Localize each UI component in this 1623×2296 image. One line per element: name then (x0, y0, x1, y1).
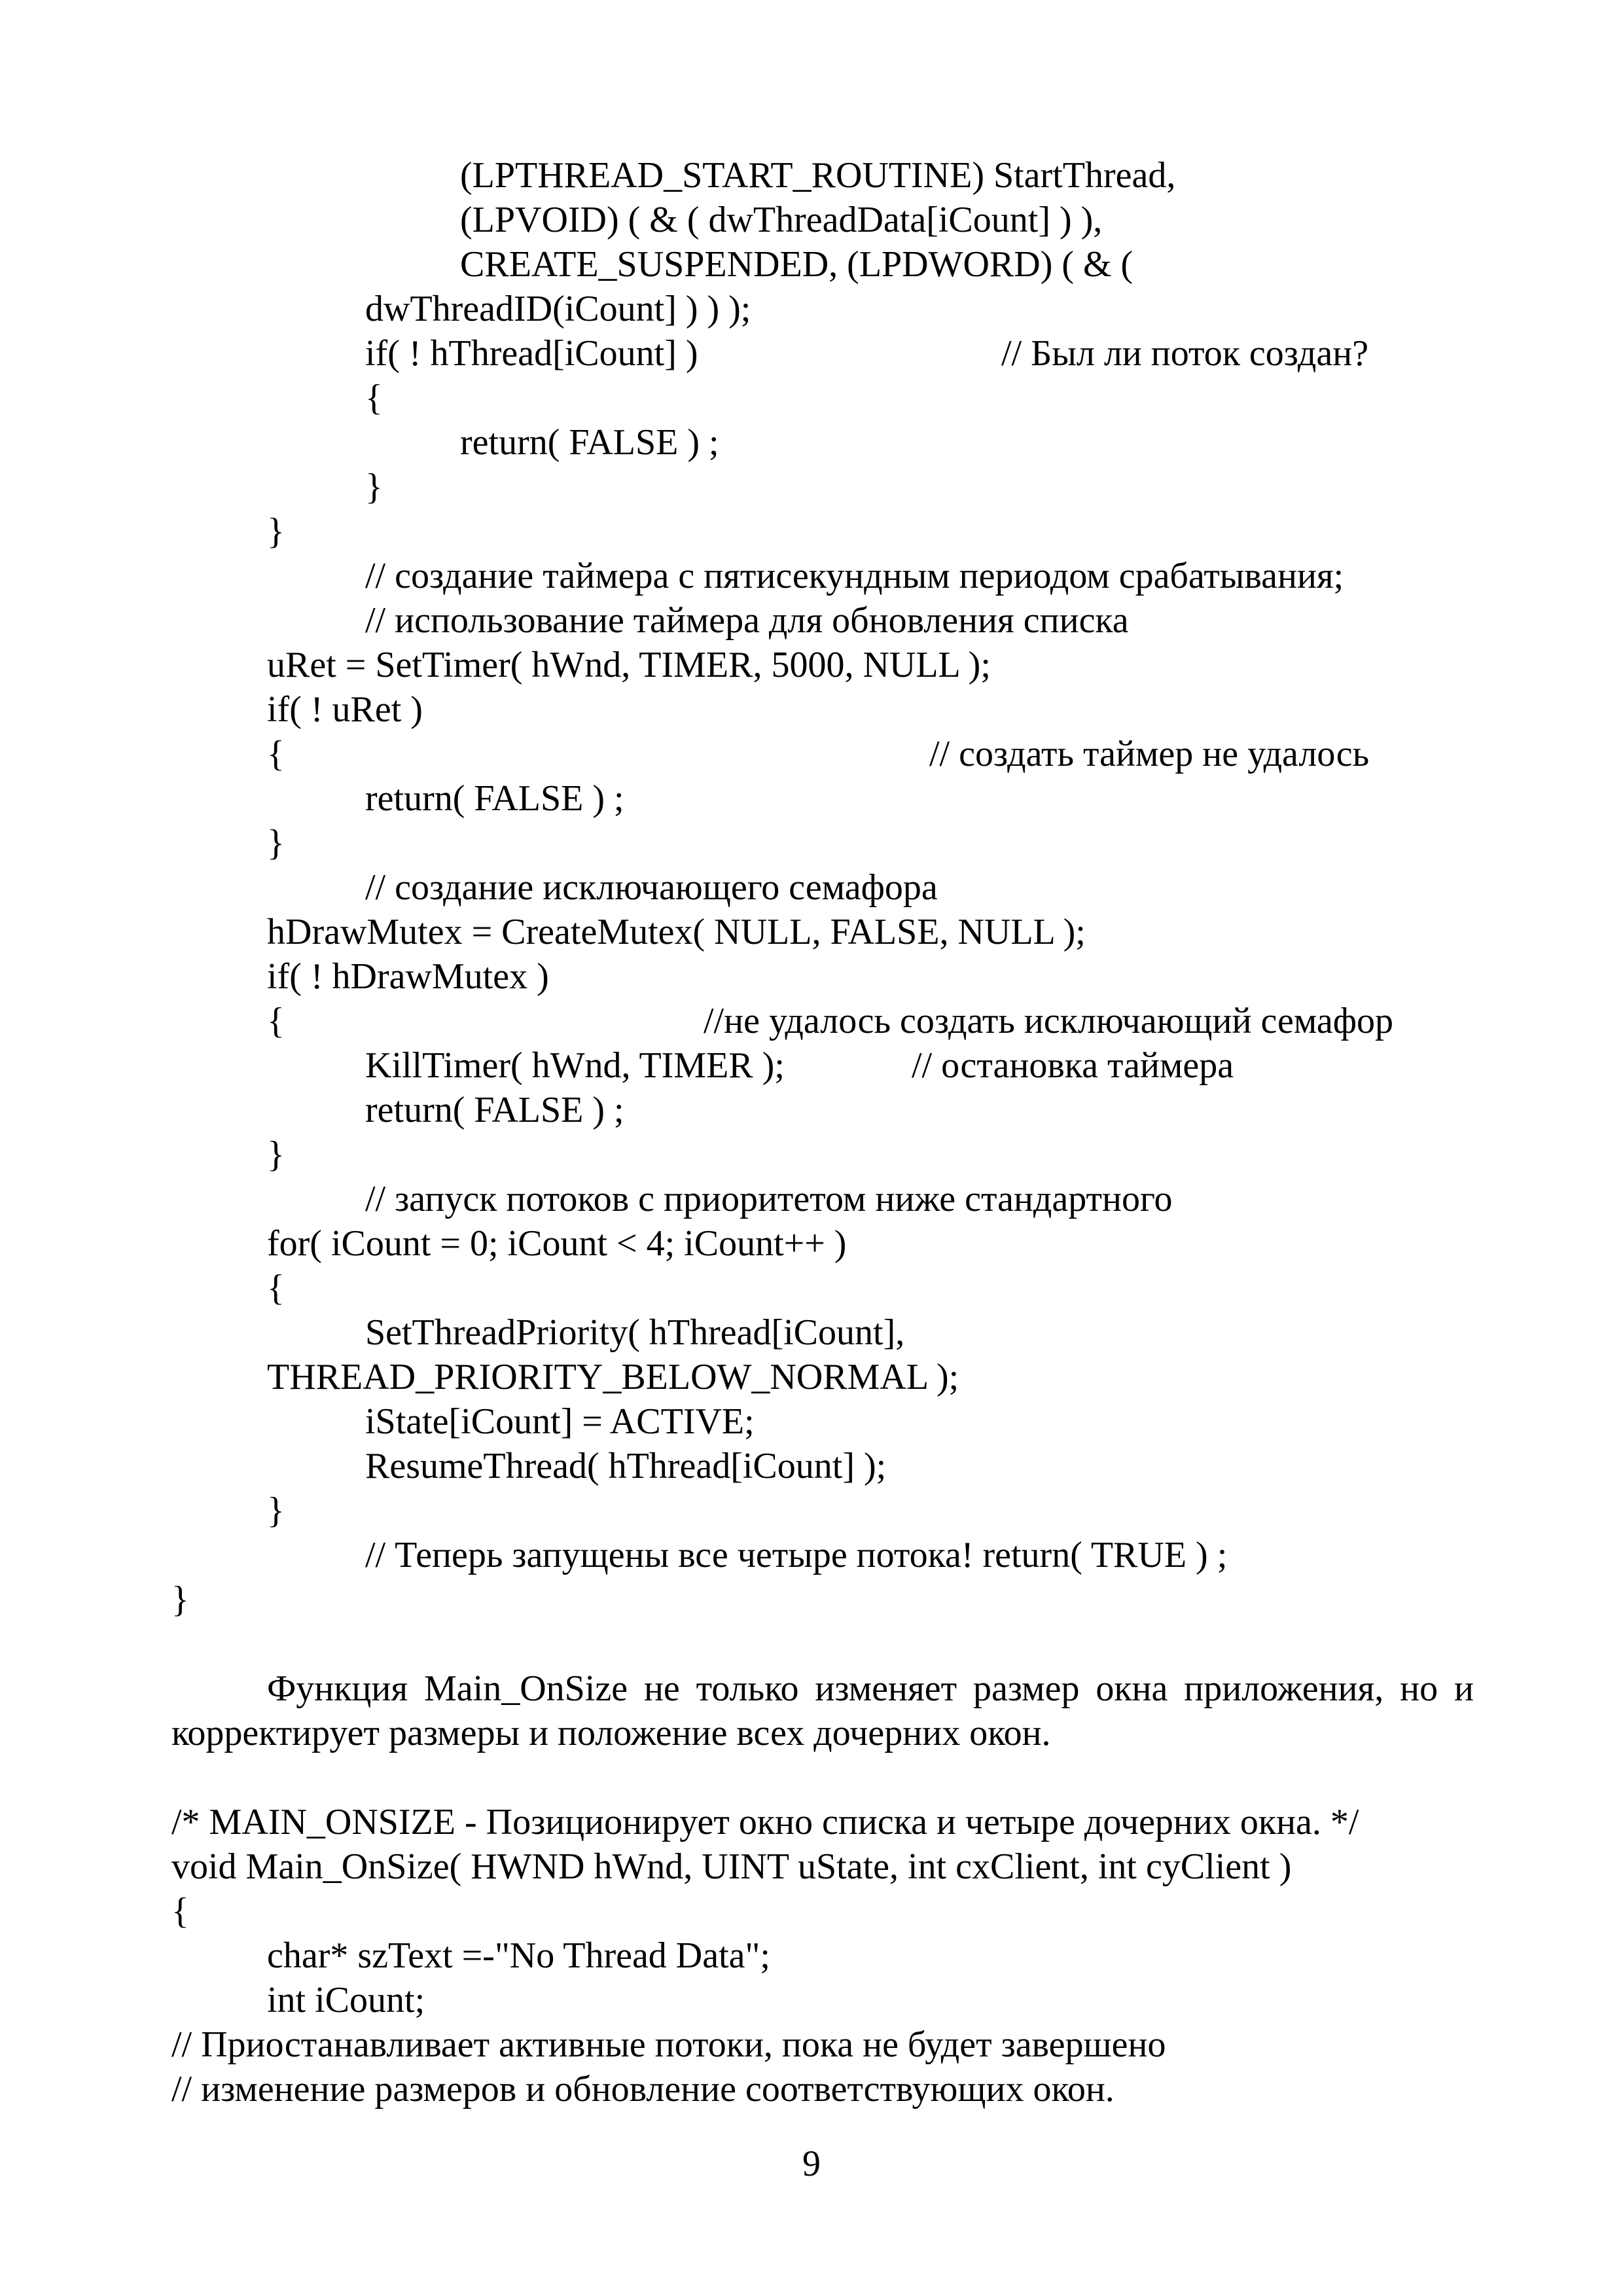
code-line: // создание исключающего семафора (365, 867, 938, 908)
code-line: if( ! hDrawMutex ) (267, 956, 549, 997)
page-number: 9 (802, 2144, 821, 2184)
code-line: // Приостанавливает активные потоки, пока не будет завершено (171, 2024, 1166, 2065)
code-line: iState[iCount] = ACTIVE; (365, 1401, 755, 1442)
code-line: (LPTHREAD_START_ROUTINE) StartThread, (460, 155, 1176, 196)
code-line: } (267, 1490, 285, 1531)
code-comment: // создать таймер не удалось (929, 734, 1370, 774)
code-line: void Main_OnSize( HWND hWnd, UINT uState, int cxClient, int cyClient ) (171, 1846, 1292, 1887)
code-line: return( FALSE ) ; (365, 778, 624, 819)
code-line: KillTimer( hWnd, TIMER ); (365, 1045, 785, 1086)
code-line: dwThreadID(iCount] ) ) ); (365, 289, 751, 329)
code-line: ResumeThread( hThread[iCount] ); (365, 1446, 887, 1486)
code-line: SetThreadPriority( hThread[iCount], (365, 1312, 905, 1353)
code-line: return( FALSE ) ; (365, 1090, 624, 1130)
code-line: // использование таймера для обновления списка (365, 600, 1129, 641)
code-line: THREAD_PRIORITY_BELOW_NORMAL ); (267, 1357, 959, 1397)
code-line: if( ! hThread[iCount] ) (365, 333, 698, 374)
code-line: for( iCount = 0; iCount < 4; iCount++ ) (267, 1223, 847, 1264)
code-line: // создание таймера с пятисекундным периодом срабатывания; (365, 556, 1344, 596)
code-line: { (267, 734, 285, 774)
code-line: char* szText =-"No Thread Data"; (267, 1935, 770, 1976)
code-comment: // остановка таймера (912, 1045, 1234, 1086)
code-comment: //не удалось создать исключающий семафор (704, 1001, 1394, 1041)
code-line: (LPVOID) ( & ( dwThreadData[iCount] ) ), (460, 200, 1103, 240)
code-line: CREATE_SUSPENDED, (LPDWORD) ( & ( (460, 244, 1133, 285)
code-line: hDrawMutex = CreateMutex( NULL, FALSE, NULL ); (267, 912, 1086, 952)
code-line: { (267, 1268, 285, 1308)
code-line: } (267, 823, 285, 863)
code-line: } (267, 511, 285, 552)
body-paragraph: Функция Main_OnSize не только изменяет размер окна приложения, но и корректирует размеры и положение всех дочерних окон. (171, 1668, 1474, 1753)
code-line: { (171, 1891, 189, 1931)
code-line: { (267, 1001, 285, 1041)
code-line: // изменение размеров и обновление соответствующих окон. (171, 2069, 1115, 2109)
code-line: if( ! uRet ) (267, 689, 423, 730)
code-line: } (171, 1579, 189, 1620)
code-comment: // Был ли поток создан? (1001, 333, 1369, 374)
code-line: } (365, 467, 383, 507)
code-line: // Теперь запущены все четыре потока! return( TRUE ) ; (365, 1535, 1228, 1575)
code-line: // запуск потоков с приоритетом ниже стандартного (365, 1179, 1173, 1219)
code-line: /* MAIN_ONSIZE - Позиционирует окно списка и четыре дочерних окна. */ (171, 1802, 1359, 1842)
code-line: } (267, 1134, 285, 1175)
code-line: { (365, 378, 383, 418)
code-line: int iCount; (267, 1980, 425, 2020)
code-line: return( FALSE ) ; (460, 422, 719, 463)
code-line: uRet = SetTimer( hWnd, TIMER, 5000, NULL ); (267, 645, 991, 685)
